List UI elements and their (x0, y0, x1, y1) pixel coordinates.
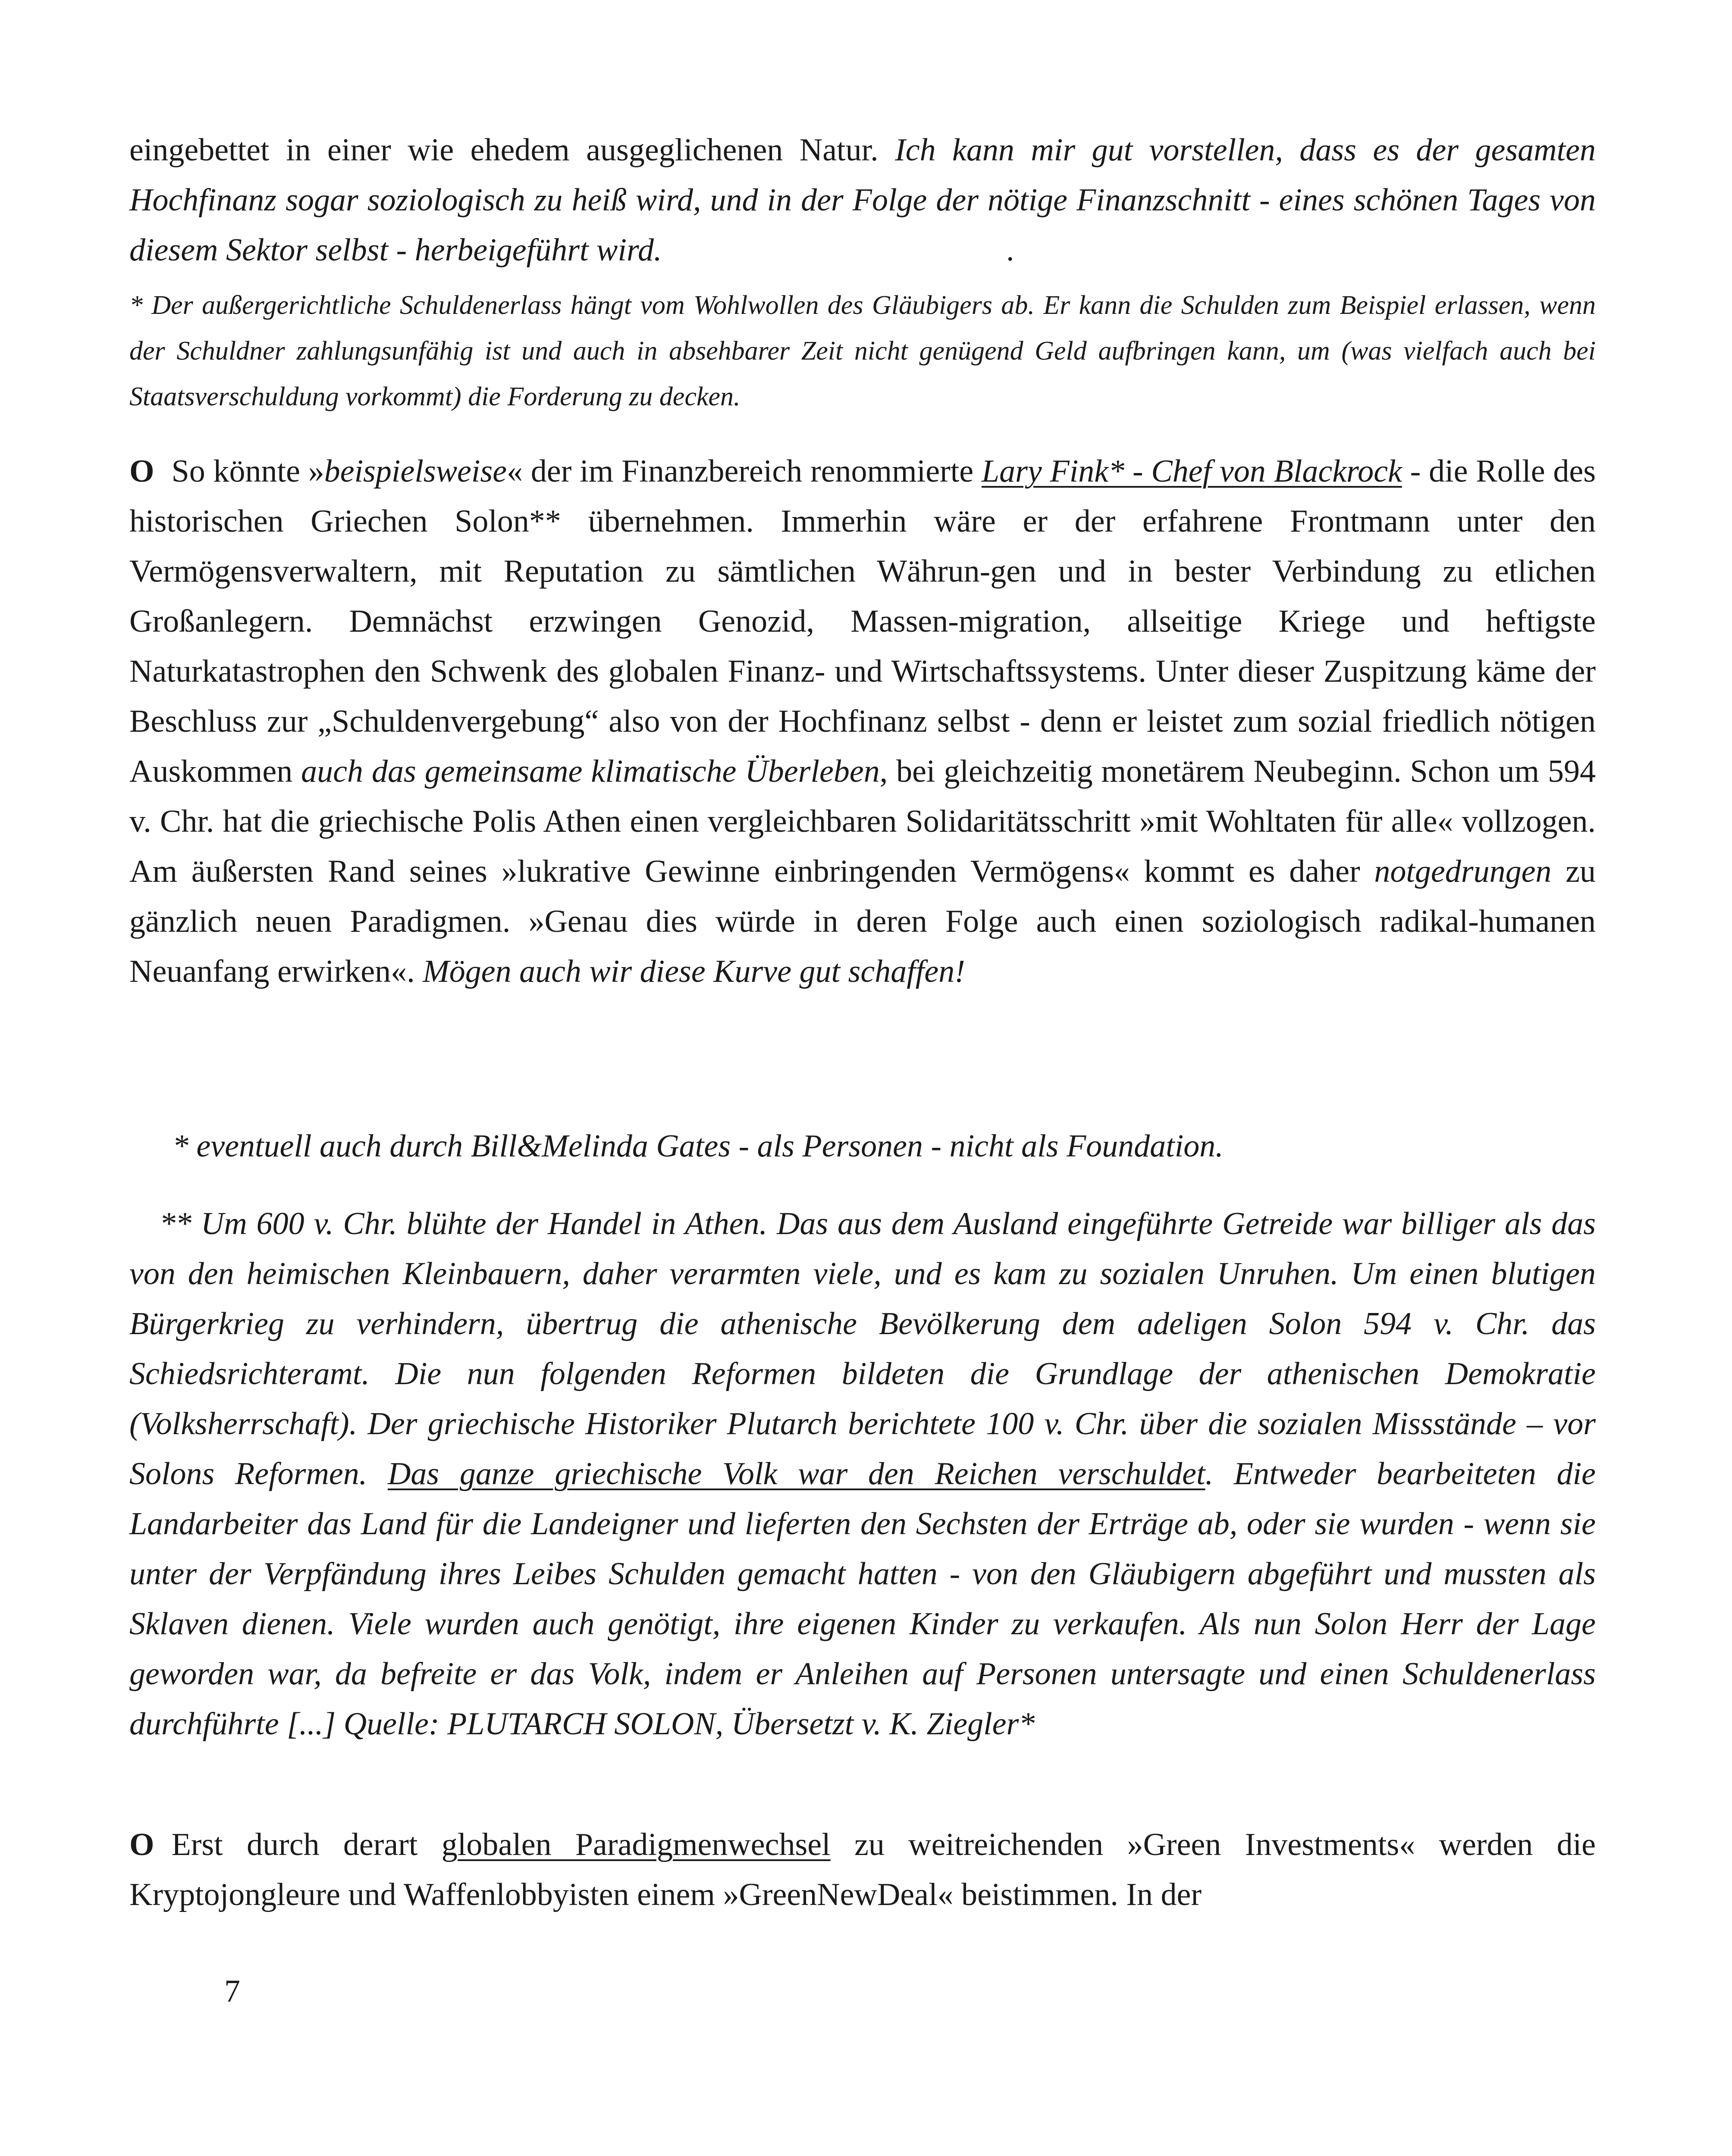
underlined-quote: Das ganze griechische Volk war den Reichen verschuldet (387, 1456, 1205, 1492)
underlined-reference: Lary Fink* - Chef von Blackrock (981, 454, 1402, 489)
opening-text (129, 125, 1596, 275)
italic-run: notgedrungen (1374, 854, 1552, 889)
footnote-plutarch-text (129, 1199, 1596, 1749)
text-run: zu weitreichenden »Green Investments« werden die Kryptojongleure und Waffenlobbyisten einem »GreenNewDeal« beistimmen. In der (129, 1827, 1596, 1912)
footnote-gates (173, 1121, 1596, 1171)
text-run: So könnte » (171, 454, 324, 489)
text-run: . Entweder bearbeiteten die Landarbeiter das Land für die Landeigner und lieferten den Sechsten der Erträge ab, oder sie wurden - wenn sie unter der Verpfändung ihres Leibes Schulden gemacht hatten - von den Gläubigern abgeführt und mussten als Sklaven dienen. Viele wurden auch genötigt, ihre eigenen Kinder zu verkaufen. Als nun Solon Herr der Lage geworden war, da befreite er das Volk, indem er Anleihen auf Personen untersagte und einen Schuldenerlass durchführte [...] Quelle: PLUTARCH SOLON, Übersetzt v. K. Ziegler* (129, 1456, 1596, 1742)
text-run: - die Rolle des historischen Griechen Solon** übernehmen. Immerhin wäre er der erfahrene Frontmann unter den Vermögensverwaltern, mit Reputation zu sämtlichen Währun-gen und in bester Verbindung zu etlichen Großanlegern. Demnächst erzwingen Genozid, Massen-migration, allseitige Kriege und heftigste Naturkatastrophen den Schwenk des globalen Finanz- und Wirtschaftssystems. Unter dieser Zuspitzung käme der Beschluss zur „Schuldenvergebung“ also von der Hochfinanz selbst - denn er leistet zum sozial friedlich nötigen Auskommen (129, 454, 1596, 789)
paragraph-marker: O (129, 1827, 154, 1862)
text-run: zu gänzlich neuen Paradigmen. »Genau dies würde in deren Folge auch einen soziologisch radikal-humanen Neuanfang erwirken«. (129, 854, 1596, 989)
opening-italic-sentence: Ich kann mir gut vorstellen, dass es der gesamten Hochfinanz sogar soziologisch zu heiß wird, und in der Folge der nötige Finanzschnitt - eines schönen Tages von diesem Sektor selbst - herbeigeführt wird. (129, 132, 1596, 268)
text-run: « der im Finanzbereich renommierte (507, 454, 974, 489)
underlined-reference: globalen Paradigmenwechsel (441, 1827, 831, 1862)
paragraph-solon (129, 446, 1596, 997)
footnote-text: * Der außergerichtliche Schuldenerlass hängt vom Wohlwollen des Gläubigers ab. Er kann die Schulden zum Beispiel erlassen, wenn der Schuldner zahlungsunfähig ist und auch in absehbarer Zeit nicht genügend Geld aufbringen kann, um (was vielfach auch bei Staatsverschuldung vorkommt) die Forderung zu decken. (129, 291, 1596, 411)
paragraph-solon-text (129, 446, 1596, 997)
italic-run: auch das gemeinsame klimatische Überleben (301, 754, 880, 789)
italic-closing-run: Mögen auch wir diese Kurve gut schaffen! (423, 954, 965, 989)
footnote-plutarch (129, 1199, 1596, 1749)
page-number: 7 (224, 1974, 240, 2009)
text-run: , bei gleichzeitig monetärem Neubeginn. Schon um 594 v. Chr. hat die griechische Polis Athen einen vergleichbaren Solidaritätsschritt »mit Wohltaten für alle« vollzogen. Am äußersten Rand seines »lukrative Gewinne einbringenden Vermögens« kommt es daher (129, 754, 1596, 889)
italic-run: beispielsweise (324, 454, 507, 489)
opening-sentence: eingebettet in einer wie ehedem ausgeglichenen Natur. (129, 132, 879, 168)
paragraph-paradigm-text (129, 1820, 1596, 1920)
opening-paragraph (129, 125, 1596, 275)
paragraph-paradigm (129, 1820, 1596, 1920)
text-run: ** Um 600 v. Chr. blühte der Handel in Athen. Das aus dem Ausland eingeführte Getreide war billiger als das von den heimischen Kleinbauern, daher verarmten viele, und es kam zu sozialen Unruhen. Um einen blutigen Bürgerkrieg zu verhindern, übertrug die athenische Bevölkerung dem adeligen Solon 594 v. Chr. das Schiedsrichteramt. Die nun folgenden Reformen bildeten die Grundlage der athenischen Demokratie (Volksherrschaft). Der griechische Historiker Plutarch berichtete 100 v. Chr. über die sozialen Missstände – vor Solons Reformen. (129, 1206, 1596, 1492)
footnote-schuldenerlass (129, 282, 1596, 420)
text-run: Erst durch derart (171, 1827, 418, 1862)
paragraph-marker: O (129, 454, 154, 489)
footnote-gates-text: * eventuell auch durch Bill&Melinda Gates - als Personen - nicht als Foundation. (173, 1128, 1224, 1164)
trailing-dot: . (1006, 232, 1014, 268)
